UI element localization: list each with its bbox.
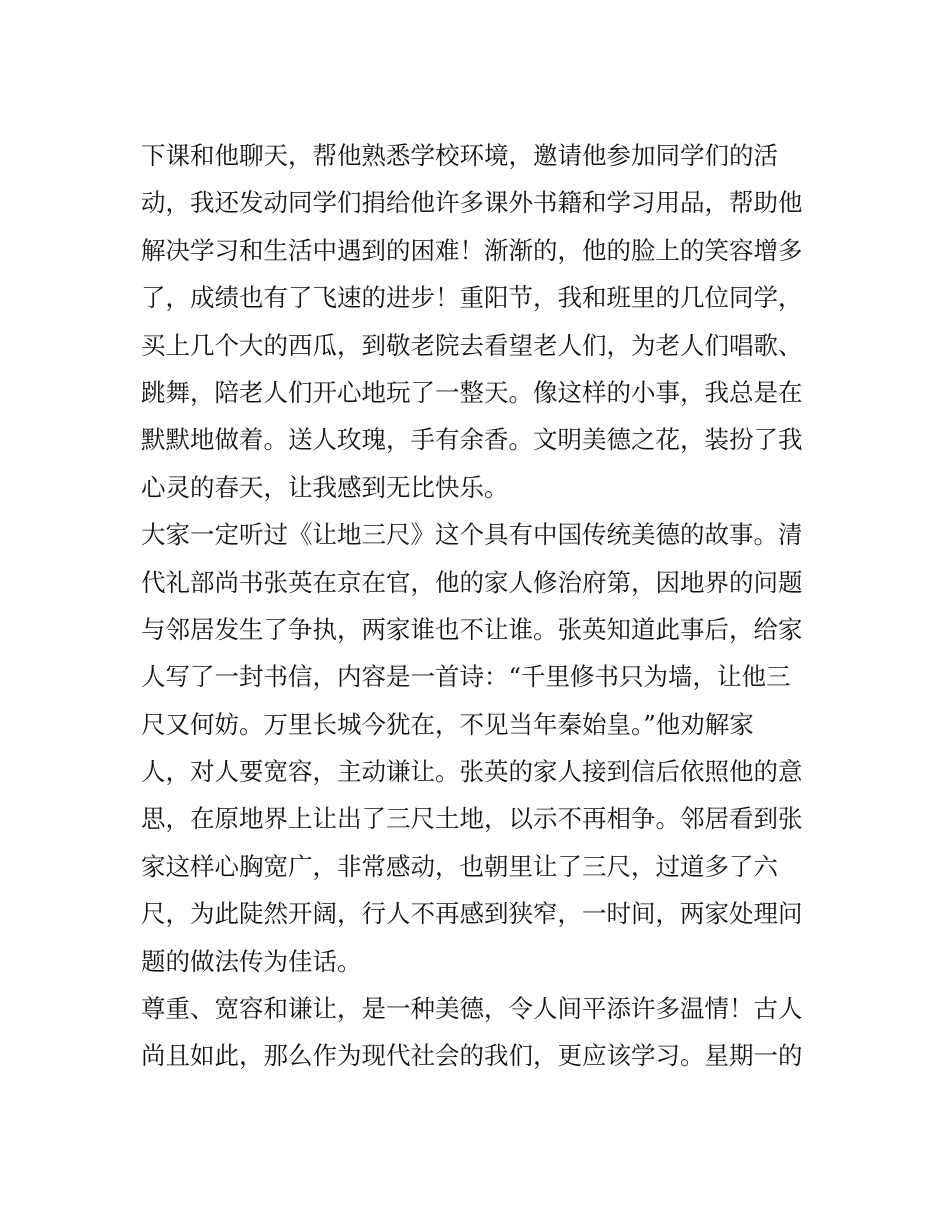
text-line: 题的做法传为佳话。 xyxy=(141,946,362,976)
text-line: 解决学习和生活中遇到的困难！渐渐的，他的脸上的笑容增多 xyxy=(141,235,803,265)
body-text xyxy=(141,132,821,1080)
text-line: 尚且如此，那么作为现代社会的我们，更应该学习。星期一的 xyxy=(141,1041,803,1071)
text-line: 代礼部尚书张英在京在官，他的家人修治府第，因地界的问题 xyxy=(141,567,803,597)
text-line: 跳舞，陪老人们开心地玩了一整天。像这样的小事，我总是在 xyxy=(141,377,803,407)
text-line: 与邻居发生了争执，两家谁也不让谁。张英知道此事后，给家 xyxy=(141,614,803,644)
text-line: 买上几个大的西瓜，到敬老院去看望老人们，为老人们唱歌、 xyxy=(141,330,803,360)
text-line: 人写了一封书信，内容是一首诗：“千里修书只为墙，让他三 xyxy=(141,662,791,692)
text-line: 默默地做着。送人玫瑰，手有余香。文明美德之花，装扮了我 xyxy=(141,425,803,455)
text-line: 家这样心胸宽广，非常感动，也朝里让了三尺，过道多了六 xyxy=(141,851,778,881)
text-line: 大家一定听过《让地三尺》这个具有中国传统美德的故事。清 xyxy=(141,520,803,550)
text-line: 了，成绩也有了飞速的进步！重阳节，我和班里的几位同学， xyxy=(141,283,803,313)
text-line: 动，我还发动同学们捐给他许多课外书籍和学习用品，帮助他 xyxy=(141,188,803,218)
text-line: 人，对人要宽容，主动谦让。张英的家人接到信后依照他的意 xyxy=(141,757,803,787)
text-line: 思，在原地界上让出了三尺土地，以示不再相争。邻居看到张 xyxy=(141,804,803,834)
text-line: 心灵的春天，让我感到无比快乐。 xyxy=(141,472,509,502)
text-line: 尺又何妨。万里长城今犹在，不见当年秦始皇。”他劝解家 xyxy=(141,709,754,739)
text-line: 尺，为此陡然开阔，行人不再感到狭窄，一时间，两家处理问 xyxy=(141,899,803,929)
text-line: 尊重、宽容和谦让，是一种美德，令人间平添许多温情！古人 xyxy=(141,994,803,1024)
text-line: 下课和他聊天，帮他熟悉学校环境，邀请他参加同学们的活 xyxy=(141,141,778,170)
